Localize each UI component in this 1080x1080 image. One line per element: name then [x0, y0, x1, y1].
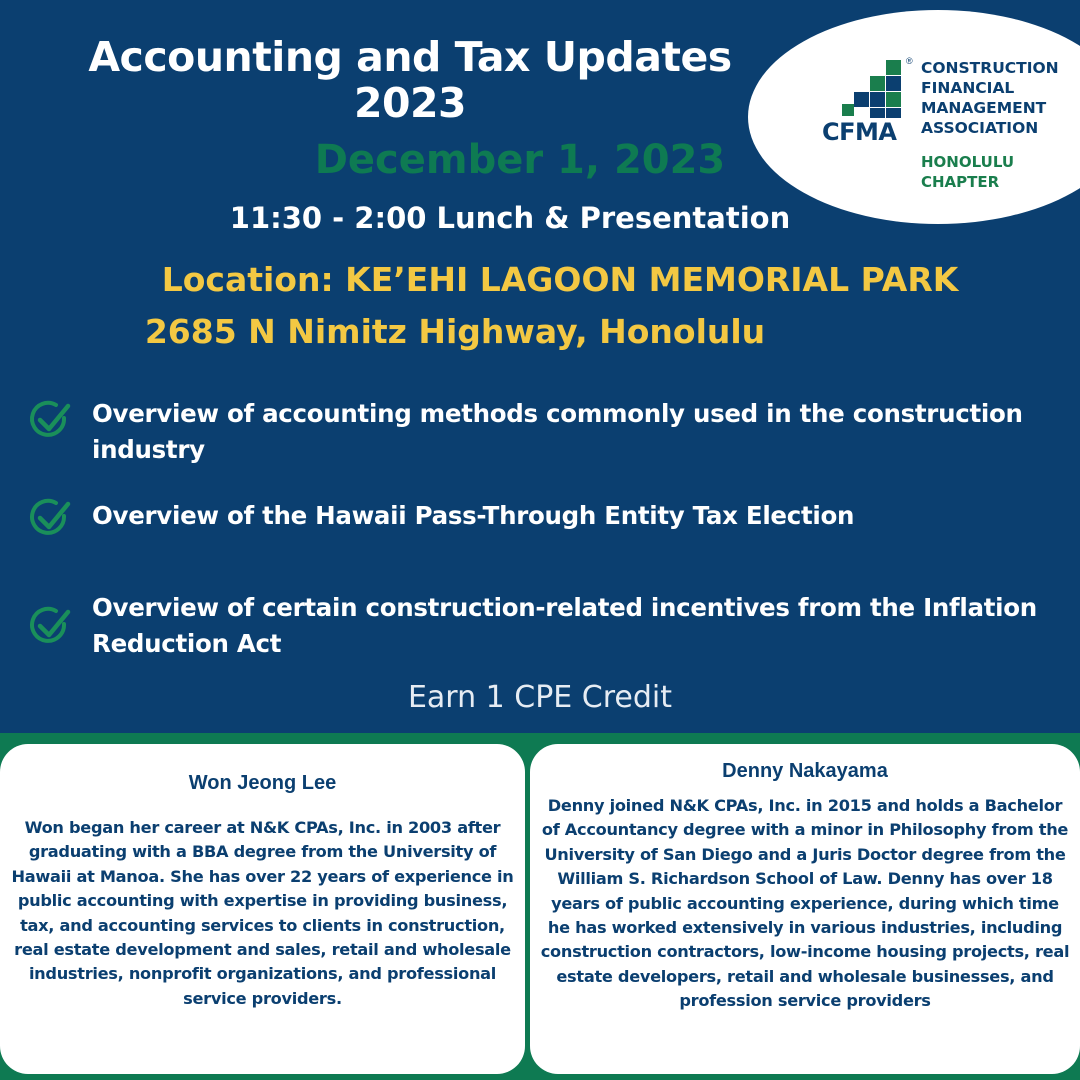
- speaker-name: Won Jeong Lee: [188, 772, 337, 794]
- chapter-name: [921, 152, 1014, 192]
- cpe-credit: Earn 1 CPE Credit: [407, 680, 673, 715]
- association-name-line: FINANCIAL: [921, 79, 1015, 97]
- cfma-logo-text: CFMA: [822, 118, 897, 146]
- event-title-line2: 2023: [353, 79, 467, 127]
- association-name: [921, 58, 1059, 138]
- checkmark-circle-icon: [26, 602, 74, 650]
- event-title: [20, 34, 800, 126]
- event-title-line1: Accounting and Tax Updates: [88, 33, 732, 81]
- registered-mark: ®: [906, 56, 913, 66]
- checkmark-circle-icon: [26, 396, 74, 444]
- association-name-line: MANAGEMENT: [921, 99, 1047, 117]
- event-address: 2685 N Nimitz Highway, Honolulu: [144, 312, 766, 351]
- chapter-name-line: CHAPTER: [921, 173, 1000, 191]
- association-name-line: ASSOCIATION: [921, 119, 1039, 137]
- checkmark-circle-icon: [26, 494, 74, 542]
- topic-text: Overview of certain construction-related incentives from the Inflation Reduction Act: [92, 593, 1037, 658]
- speaker-bio: Denny joined N&K CPAs, Inc. in 2015 and holds a Bachelor of Accountancy degree with a minor in Philosophy from the University of San Diego and a Juris Doctor degree from the William S. Richardson School of Law. Denny has over 18 years of public accounting experience, during which time he has worked extensively in various industries, including construction contractors, low-income housing projects, real estate developers, retail and wholesale businesses, and profession service providers: [540, 796, 1070, 1011]
- topic-text: Overview of the Hawaii Pass-Through Entity Tax Election: [92, 501, 855, 530]
- association-name-line: CONSTRUCTION: [921, 59, 1059, 77]
- speaker-card: [530, 744, 1080, 1074]
- cfma-logo-squares-icon: [842, 60, 912, 120]
- event-location: Location: KE’EHI LAGOON MEMORIAL PARK: [161, 260, 959, 299]
- event-date: December 1, 2023: [314, 137, 726, 183]
- event-time: 11:30 - 2:00 Lunch & Presentation: [229, 201, 791, 235]
- speaker-name: Denny Nakayama: [722, 760, 888, 782]
- topic-text: Overview of accounting methods commonly used in the construction industry: [92, 399, 1023, 464]
- speaker-card: [0, 744, 525, 1074]
- chapter-name-line: HONOLULU: [921, 153, 1015, 171]
- speaker-bio: Won began her career at N&K CPAs, Inc. in 2003 after graduating with a BBA degree from the University of Hawaii at Manoa. She has over 22 years of experience in public accounting with expertise in providing business, tax, and accounting services to clients in construction, real estate development and sales, retail and wholesale industries, nonprofit organizations, and professional service providers.: [11, 818, 514, 1008]
